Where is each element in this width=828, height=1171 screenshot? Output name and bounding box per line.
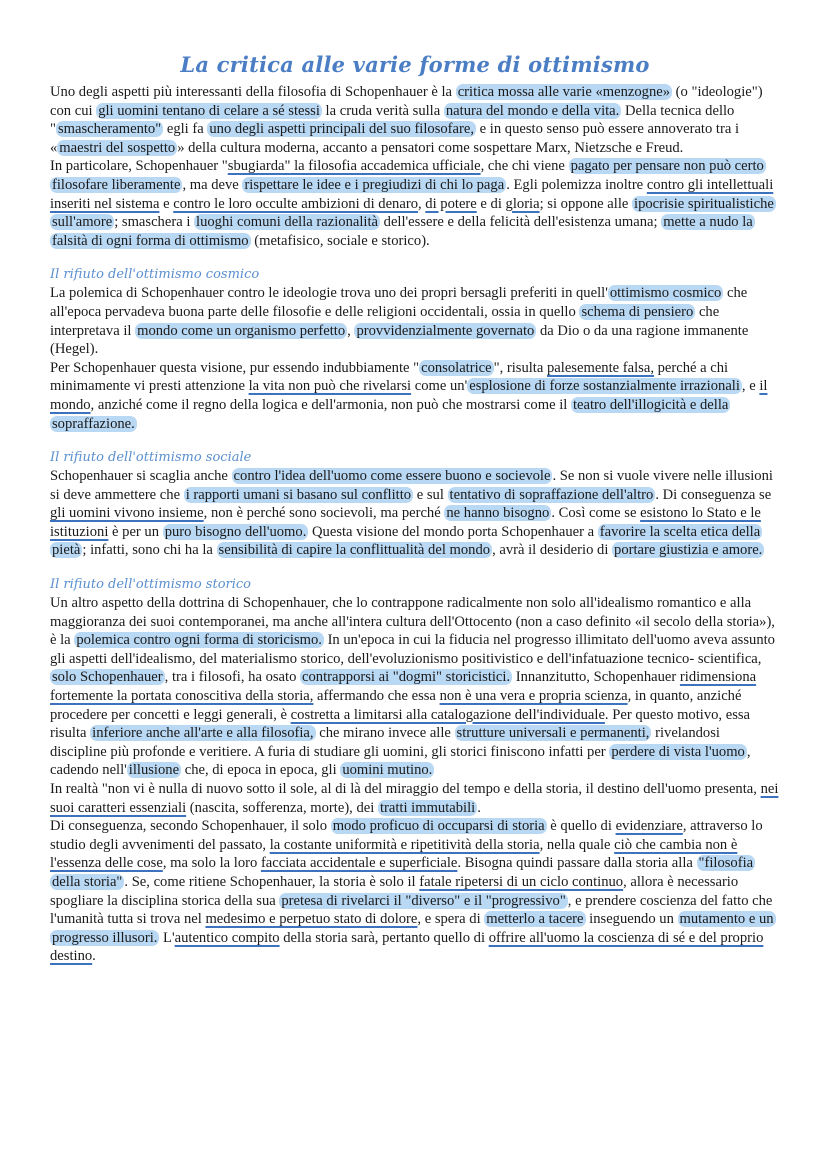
underlined-text: autentico compito [174, 929, 280, 946]
highlighted-text: contro l'idea dell'uomo come essere buono e socievole [233, 468, 551, 485]
text-run: . Egli polemizza inoltre [506, 176, 647, 193]
highlighted-text: mutamento e un progresso illusori. [52, 911, 774, 946]
section-cosmico [50, 267, 780, 433]
intro-section [50, 83, 780, 250]
highlighted-text: favorire la scelta etica della pietà [52, 523, 761, 559]
text-run: . [477, 799, 481, 816]
text-run: , e prendere coscienza del fatto che l'umanità tutta si trova nel [50, 892, 773, 928]
highlighted-text: mette a nudo la falsità di ogni forma di ottimismo [52, 214, 753, 249]
text-run: Per Schopenhauer questa visione, pur essendo indubbiamente " [50, 359, 420, 376]
text-run: . [92, 948, 96, 965]
highlighted-text: smascheramento" [57, 121, 162, 138]
highlighted-text: "filosofia della storia" [52, 855, 754, 890]
sociale-paragraph-1 [50, 467, 780, 560]
section-sociale [50, 450, 780, 560]
section-heading-storico: Il rifiuto dell'ottimismo storico [50, 577, 252, 593]
underlined-text: non è una vera e propria scienza [439, 688, 628, 705]
underlined-text: la costante uniformità e ripetitività della storia [269, 836, 540, 853]
highlighted-text: tentativo di sopraffazione dell'altro [449, 486, 654, 503]
text-run: affermando che essa [313, 688, 440, 705]
text-run: L' [159, 929, 175, 946]
text-run: . Così come se [551, 505, 641, 522]
highlighted-text: critica mossa alle varie «menzogne» [457, 84, 671, 100]
text-run: e [159, 195, 174, 212]
highlighted-text: provvidenzialmente governato [356, 322, 535, 339]
highlighted-text: perdere di vista l'uomo [611, 743, 745, 760]
underlined-text: fatale ripetersi di un ciclo continuo [419, 873, 624, 890]
cosmico-paragraph-2 [50, 359, 780, 433]
highlighted-text: portare giustizia e amore. [614, 542, 763, 559]
text-run: , non è perché sono socievoli, ma perché [203, 505, 445, 522]
highlighted-text: ottimismo cosmico [609, 285, 722, 302]
text-run: è per un [108, 523, 163, 540]
text-run: In un'epoca in cui la fiducia nel progresso illimitato dell'uomo aveva assunto gli aspetti dell'idealismo, del materialismo storico, dell'evoluzionismo positivistico e dell'infatuazione tecnico- scientifica, [50, 632, 775, 667]
text-run: . Se, come ritiene Schopenhauer, la storia è solo il [124, 873, 420, 890]
underlined-text: evidenziare [615, 818, 683, 835]
text-run: . Bisogna quindi passare dalla storia alla [457, 855, 697, 872]
highlighted-text: puro bisogno dell'uomo. [164, 523, 307, 540]
text-run: , ma solo la loro [162, 855, 261, 872]
highlighted-text: ne hanno bisogno [446, 505, 550, 522]
text-run: ; si oppone alle [539, 195, 633, 212]
underlined-text: il mondo [50, 378, 768, 413]
highlighted-text: uno degli aspetti principali del suo filosofare, [209, 121, 475, 138]
text-run: e di [476, 195, 506, 212]
storico-paragraph-1 [50, 594, 780, 780]
underlined-text: di potere [425, 195, 477, 212]
text-run: , [347, 322, 355, 339]
text-run: , allora è necessario spogliare la disciplina storica della sua [50, 873, 739, 909]
underlined-text: esistono lo Stato e le istituzioni [50, 505, 761, 540]
highlighted-text: esplosione di forze sostanzialmente irrazionali [469, 378, 740, 395]
text-run: e in questo senso può essere annoverato tra i « [50, 121, 740, 156]
text-run: , tra i filosofi, ha osato [164, 669, 301, 686]
highlighted-text: teatro dell'illogicità e della sopraffazione. [52, 396, 729, 432]
underlined-text: contro gli intellettuali inseriti nel sistema [50, 176, 774, 212]
text-run: . Se non si vuole vivere nelle illusioni si deve ammettere che [50, 468, 773, 503]
intro-paragraph-1 [50, 83, 780, 157]
text-run: della storia sarà, pertanto quello di [279, 929, 489, 946]
highlighted-text: rispettare le idee e i pregiudizi di chi lo paga [244, 176, 505, 193]
text-run: che, di epoca in epoca, gli [181, 762, 341, 779]
highlighted-text: luoghi comuni della razionalità [196, 214, 378, 231]
text-run: Schopenhauer si scaglia anche [50, 468, 232, 485]
highlighted-text: inferiore anche all'arte e alla filosofia, [92, 725, 314, 742]
highlighted-text: ipocrisie spiritualistiche sull'amore [52, 195, 774, 231]
text-run: , attraverso lo studio degli avvenimenti del passato, [50, 818, 763, 853]
text-run: Innanzitutto, Schopenhauer [512, 669, 680, 686]
text-run: La polemica di Schopenhauer contro le ideologie trova uno dei propri bersagli preferiti in quell' [50, 285, 608, 302]
text-run: Della tecnica dello " [50, 102, 735, 138]
underlined-text: nei suoi caratteri essenziali [50, 781, 779, 816]
text-run: (o "ideologie") con cui [50, 84, 763, 119]
text-run: perché a chi minimamente vi presti attenzione [50, 359, 729, 395]
text-run: In particolare, Schopenhauer " [50, 158, 228, 175]
highlighted-text: pagato per pensare non può certo filosofare liberamente [52, 158, 764, 193]
highlighted-text: mondo come un organismo perfetto [137, 322, 346, 339]
text-run: egli fa [163, 121, 208, 138]
text-run: . Di conseguenza se [655, 486, 772, 503]
underlined-text: facciata accidentale e superficiale [260, 855, 458, 872]
highlighted-text: strutture universali e permanenti, [456, 725, 650, 742]
text-run: inseguendo un [585, 911, 678, 928]
highlighted-text: sensibilità di capire la conflittualità del mondo [218, 542, 491, 559]
text-run: la cruda verità sulla [321, 102, 444, 119]
section-heading-cosmico: Il rifiuto dell'ottimismo cosmico [50, 267, 260, 283]
section-heading-sociale: Il rifiuto dell'ottimismo sociale [50, 450, 252, 466]
text-run: da Dio o da una ragione immanente (Hegel). [50, 322, 749, 358]
text-run: . Per questo motivo, essa risulta [50, 706, 751, 742]
text-run: è quello di [546, 818, 616, 835]
underlined-text: offrire all'uomo la coscienza di sé e del proprio destino [50, 929, 764, 965]
text-run: , nella quale [539, 836, 615, 853]
highlighted-text: uomini mutino. [342, 762, 433, 779]
highlighted-text: i rapporti umani si basano sul conflitto [185, 486, 412, 503]
underlined-text: la vita non può che rivelarsi [248, 378, 412, 395]
intro-paragraph-2 [50, 157, 780, 250]
underlined-text: sbugiarda" la filosofia accademica ufficiale [227, 158, 481, 175]
text-run: , [418, 195, 426, 212]
text-run: Un altro aspetto della dottrina di Schopenhauer, che lo contrappone radicalmente non solo all'idealismo romantico e alla maggioranza dei suoi contemporanei, ma anche all'intera cultura dell'Ottocento (non a caso definito «il secolo della storia»), è la [50, 595, 775, 649]
underlined-text: ciò che cambia non è l'essenza delle cose [50, 836, 738, 872]
highlighted-text: pretesa di rivelarci il "diverso" e il "progressivo" [281, 892, 566, 909]
highlighted-text: polemica contro ogni forma di storicismo. [76, 632, 322, 649]
section-storico [50, 577, 780, 966]
text-run: , avrà il desiderio di [492, 542, 613, 559]
text-run: , cadendo nell' [50, 743, 751, 779]
underlined-text: gli uomini vivono insieme [50, 505, 204, 522]
underlined-text: medesimo e perpetuo stato di dolore [205, 911, 418, 928]
text-run: dell'essere e della felicità dell'esistenza umana; [380, 214, 662, 231]
text-run: , e spera di [417, 911, 485, 928]
text-run: che mirano invece alle [315, 725, 455, 742]
text-run: Uno degli aspetti più interessanti della filosofia di Schopenhauer è la [50, 84, 456, 100]
underlined-text: costretta a limitarsi alla catalogazione dell'individuale [290, 706, 605, 723]
text-run: rivelandosi discipline più profonde e veritiere. A furia di studiare gli uomini, gli storici finiscono infatti per [50, 725, 720, 760]
highlighted-text: consolatrice [421, 359, 492, 376]
highlighted-text: solo Schopenhauer [52, 669, 163, 686]
storico-paragraph-3 [50, 817, 780, 966]
text-run: e sul [413, 486, 448, 503]
underlined-text: contro le loro occulte ambizioni di denaro [173, 195, 418, 212]
highlighted-text: contrapporsi ai "dogmi" storicistici. [302, 669, 511, 686]
text-run: ; infatti, sono chi ha la [82, 542, 217, 559]
page-title: La critica alle varie forme di ottimismo [180, 52, 650, 77]
storico-paragraph-2 [50, 780, 780, 817]
text-run: , e [741, 378, 760, 395]
text-run: Di conseguenza, secondo Schopenhauer, il solo [50, 818, 331, 835]
text-run: Questa visione del mondo porta Schopenhauer a [308, 523, 598, 540]
text-run: che all'epoca pervadeva buona parte delle filosofie e delle religioni occidentali, ossia in quello [50, 285, 748, 320]
text-run: come un' [411, 378, 468, 395]
highlighted-text: illusione [128, 762, 180, 779]
highlighted-text: gli uomini tentano di celare a sé stessi [98, 102, 320, 119]
highlighted-text: modo proficuo di occuparsi di storia [332, 818, 545, 835]
text-run: ", risulta [493, 359, 547, 376]
text-run: , in quanto, anziché procedere per concetti e leggi generali, è [50, 688, 742, 723]
text-run: In realtà "non vi è nulla di nuovo sotto il sole, al di là del miraggio del tempo e della storia, il destino dell'uomo presenta, [50, 781, 761, 797]
highlighted-text: maestri del sospetto [59, 139, 176, 156]
text-run: che interpretava il [50, 303, 720, 339]
text-run: , ma deve [182, 176, 243, 193]
highlighted-text: natura del mondo e della vita. [445, 102, 620, 119]
text-run: » della cultura moderna, accanto a pensatori come sospettare Marx, Nietzsche e Freud. [177, 139, 684, 156]
highlighted-text: metterlo a tacere [486, 911, 584, 928]
underlined-text: palesemente falsa, [547, 359, 654, 376]
text-run: , che chi viene [480, 158, 569, 175]
highlighted-text: schema di pensiero [581, 303, 694, 320]
text-run: ; smaschera i [114, 214, 195, 231]
highlighted-text: tratti immutabili [379, 799, 476, 816]
underlined-text: gloria [505, 195, 540, 212]
text-run: (metafisico, sociale e storico). [250, 232, 430, 249]
text-run: , anziché come il regno della logica e dell'armonia, non può che mostrarsi come il [90, 396, 571, 413]
cosmico-paragraph-1 [50, 284, 780, 358]
text-run: (nascita, sofferenza, morte), dei [186, 799, 378, 816]
underlined-text: ridimensiona fortemente la portata conoscitiva della storia, [50, 669, 757, 705]
